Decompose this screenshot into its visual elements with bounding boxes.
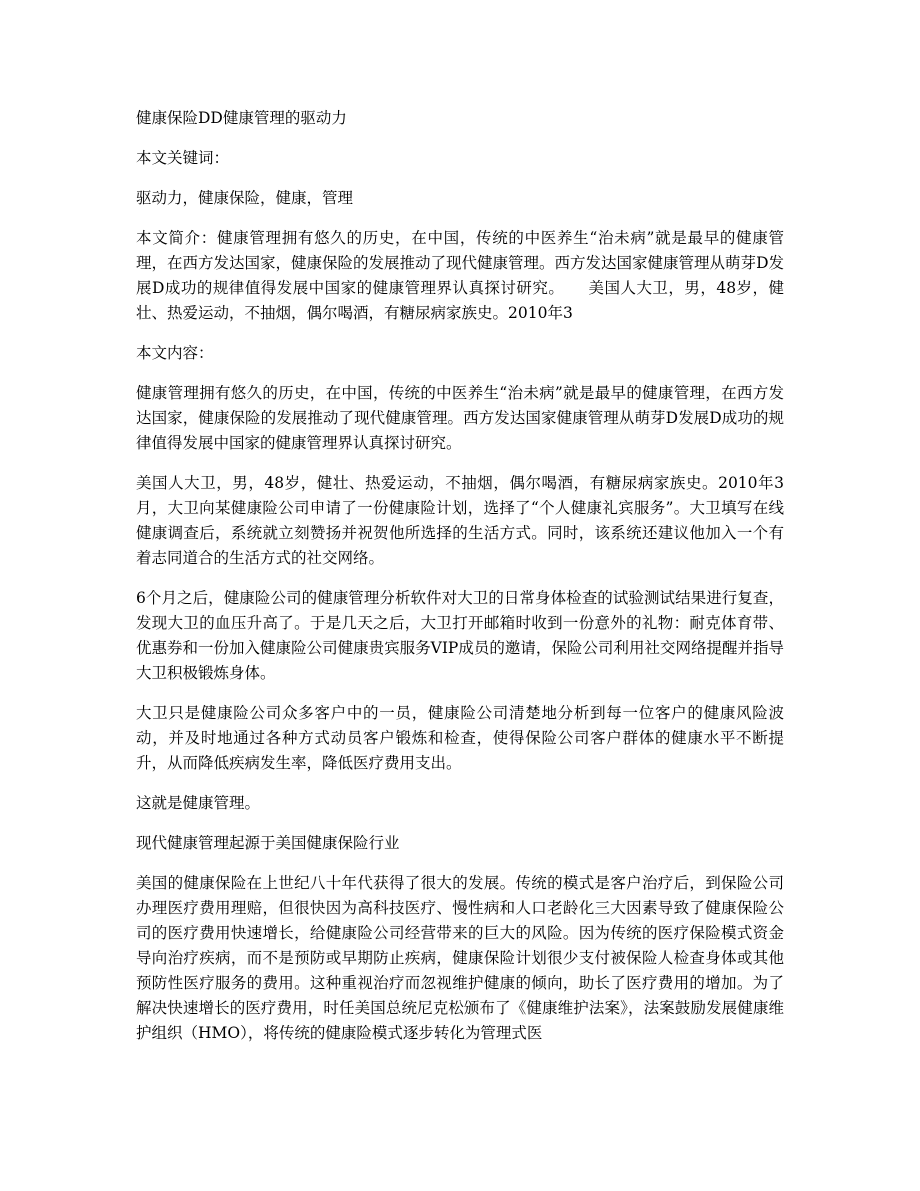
content-paragraph-3: 6个月之后，健康险公司的健康管理分析软件对大卫的日常身体检查的试验测试结果进行复查，发现大卫的血压升高了。于是几天之后，大卫打开邮箱时收到一份意外的礼物：耐克体育带、优惠券和一份加入健康险公司健康贵宾服务VIP成员的邀请，保险公司利用社交网络提醒并指导大卫积极锻炼身体。 — [136, 589, 784, 682]
keywords-label: 本文关键词： — [136, 149, 230, 167]
section-heading: 现代健康管理起源于美国健康保险行业 — [136, 834, 400, 852]
content-label: 本文内容： — [136, 344, 214, 362]
content-paragraph-6: 美国的健康保险在上世纪八十年代获得了很大的发展。传统的模式是客户治疗后，到保险公司办理医疗费用理赔，但很快因为高科技医疗、慢性病和人口老龄化三大因素导致了健康保险公司的医疗费用快速增长，给健康险公司经营带来的巨大的风险。因为传统的医疗保险模式资金导向治疗疾病，而不是预防或早期防止疾病，健康保险计划很少支付被保险人检查身体或其他预防性医疗服务的费用。这种重视治疗而忽视维护健康的倾向，助长了医疗费用的增加。为了解决快速增长的医疗费用，时任美国总统尼克松颁布了《健康维护法案》，法案鼓励发展健康维护组织（HMO），将传统的健康险模式逐步转化为管理式医 — [136, 874, 784, 1042]
content-paragraph-1: 健康管理拥有悠久的历史，在中国，传统的中医养生“治未病”就是最早的健康管理，在西方发达国家，健康保险的发展推动了现代健康管理。西方发达国家健康管理从萌芽D发展D成功的规律值得发展中国家的健康管理界认真探讨研究。 — [136, 384, 784, 452]
content-paragraph-4: 大卫只是健康险公司众多客户中的一员，健康险公司清楚地分析到每一位客户的健康风险波动，并及时地通过各种方式动员客户锻炼和检查，使得保险公司客户群体的健康水平不断提升，从而降低疾病发生率，降低医疗费用支出。 — [136, 704, 784, 772]
content-paragraph-5: 这就是健康管理。 — [136, 794, 261, 812]
document-page — [136, 106, 784, 1061]
document-title: 健康保险DD健康管理的驱动力 — [136, 109, 347, 127]
content-paragraph-2: 美国人大卫，男，48岁，健壮、热爱运动，不抽烟，偶尔喝酒，有糖尿病家族史。2010年3月，大卫向某健康险公司申请了一份健康险计划，选择了“个人健康礼宾服务”。大卫填写在线健康调查后，系统就立刻赞扬并祝贺他所选择的生活方式。同时，该系统还建议他加入一个有着志同道合的生活方式的社交网络。 — [136, 474, 784, 567]
keywords-text: 驱动力，健康保险，健康，管理 — [136, 189, 354, 207]
summary-paragraph: 本文简介：健康管理拥有悠久的历史，在中国，传统的中医养生“治未病”就是最早的健康管理，在西方发达国家，健康保险的发展推动了现代健康管理。西方发达国家健康管理从萌芽D发展D成功的规律值得发展中国家的健康管理界认真探讨研究。 美国人大卫，男，48岁，健壮、热爱运动，不抽烟，偶尔喝酒，有糖尿病家族史。2010年3 — [136, 229, 784, 322]
